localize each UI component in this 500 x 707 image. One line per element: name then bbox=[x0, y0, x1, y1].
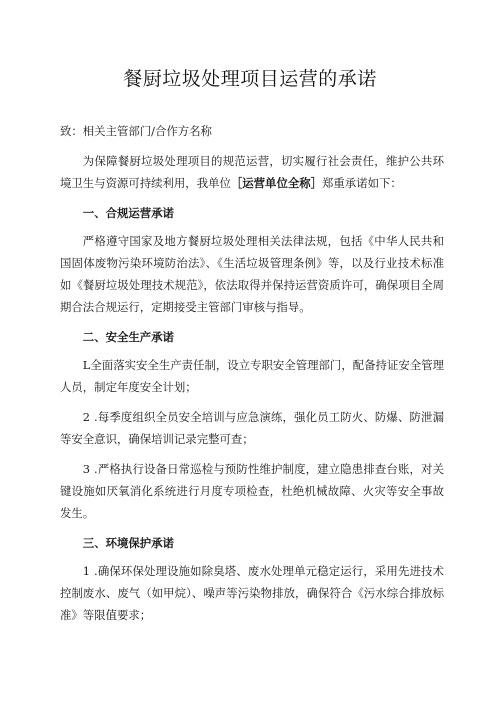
section-paragraph: 严格遵守国家及地方餐厨垃圾处理相关法律法规，包括《中华人民共和国固体废物污染环境防治法》、《生活垃圾管理条例》等，以及行业技术标准如《餐厨垃圾处理技术规范》，依法取得并保持运营资质许可，确保项目全周期合法合规运行，定期接受主管部门审核与指导。 bbox=[60, 234, 444, 314]
list-item-number: 2 bbox=[82, 410, 91, 424]
section-heading-safety: 二、安全生产承诺 bbox=[82, 330, 174, 344]
document-title: 餐厨垃圾处理项目运营的承诺 bbox=[123, 68, 377, 90]
list-item-text: .严格执行设备日常巡检与预防性维护制度，建立隐患排查台账，对关键设施如厌氧消化系统进行月度专项检查，杜绝机械故障、火灾等安全事故发生。 bbox=[60, 462, 444, 520]
list-item bbox=[60, 354, 444, 398]
section-heading-environment: 三、环境保护承诺 bbox=[82, 536, 174, 550]
list-item-number: 3 bbox=[82, 462, 91, 476]
list-item-number: 1 bbox=[82, 564, 91, 578]
list-item bbox=[60, 458, 444, 524]
list-item bbox=[60, 406, 444, 450]
intro-paragraph bbox=[60, 150, 444, 194]
list-item bbox=[60, 560, 444, 626]
list-item-text: .确保环保处理设施如除臭塔、废水处理单元稳定运行，采用先进技术控制废水、废气（如甲烷）、噪声等污染物排放，确保符合《污水综合排放标准》等限值要求； bbox=[60, 564, 444, 622]
section-heading-compliance: 一、合规运营承诺 bbox=[82, 206, 174, 220]
list-item-text: .每季度组织全员安全培训与应急演练，强化员工防火、防爆、防泄漏等安全意识，确保培训记录完整可查； bbox=[60, 410, 444, 446]
salutation: 致：相关主管部门/合作方名称 bbox=[60, 124, 212, 138]
list-item-number: L bbox=[82, 358, 91, 372]
list-item-text: 全面落实安全生产责任制，设立专职安全管理部门，配备持证安全管理人员，制定年度安全计划； bbox=[60, 358, 444, 394]
intro-unit-placeholder: ［运营单位全称］ bbox=[230, 176, 323, 190]
intro-suffix: 郑重承诺如下： bbox=[322, 176, 402, 190]
intro-prefix: 为保障餐厨垃圾处理项目的规范运营，切实履行社会责任，维护公共环境卫生与资源可持续利用，我单位 bbox=[60, 154, 444, 190]
document-body bbox=[60, 120, 444, 634]
